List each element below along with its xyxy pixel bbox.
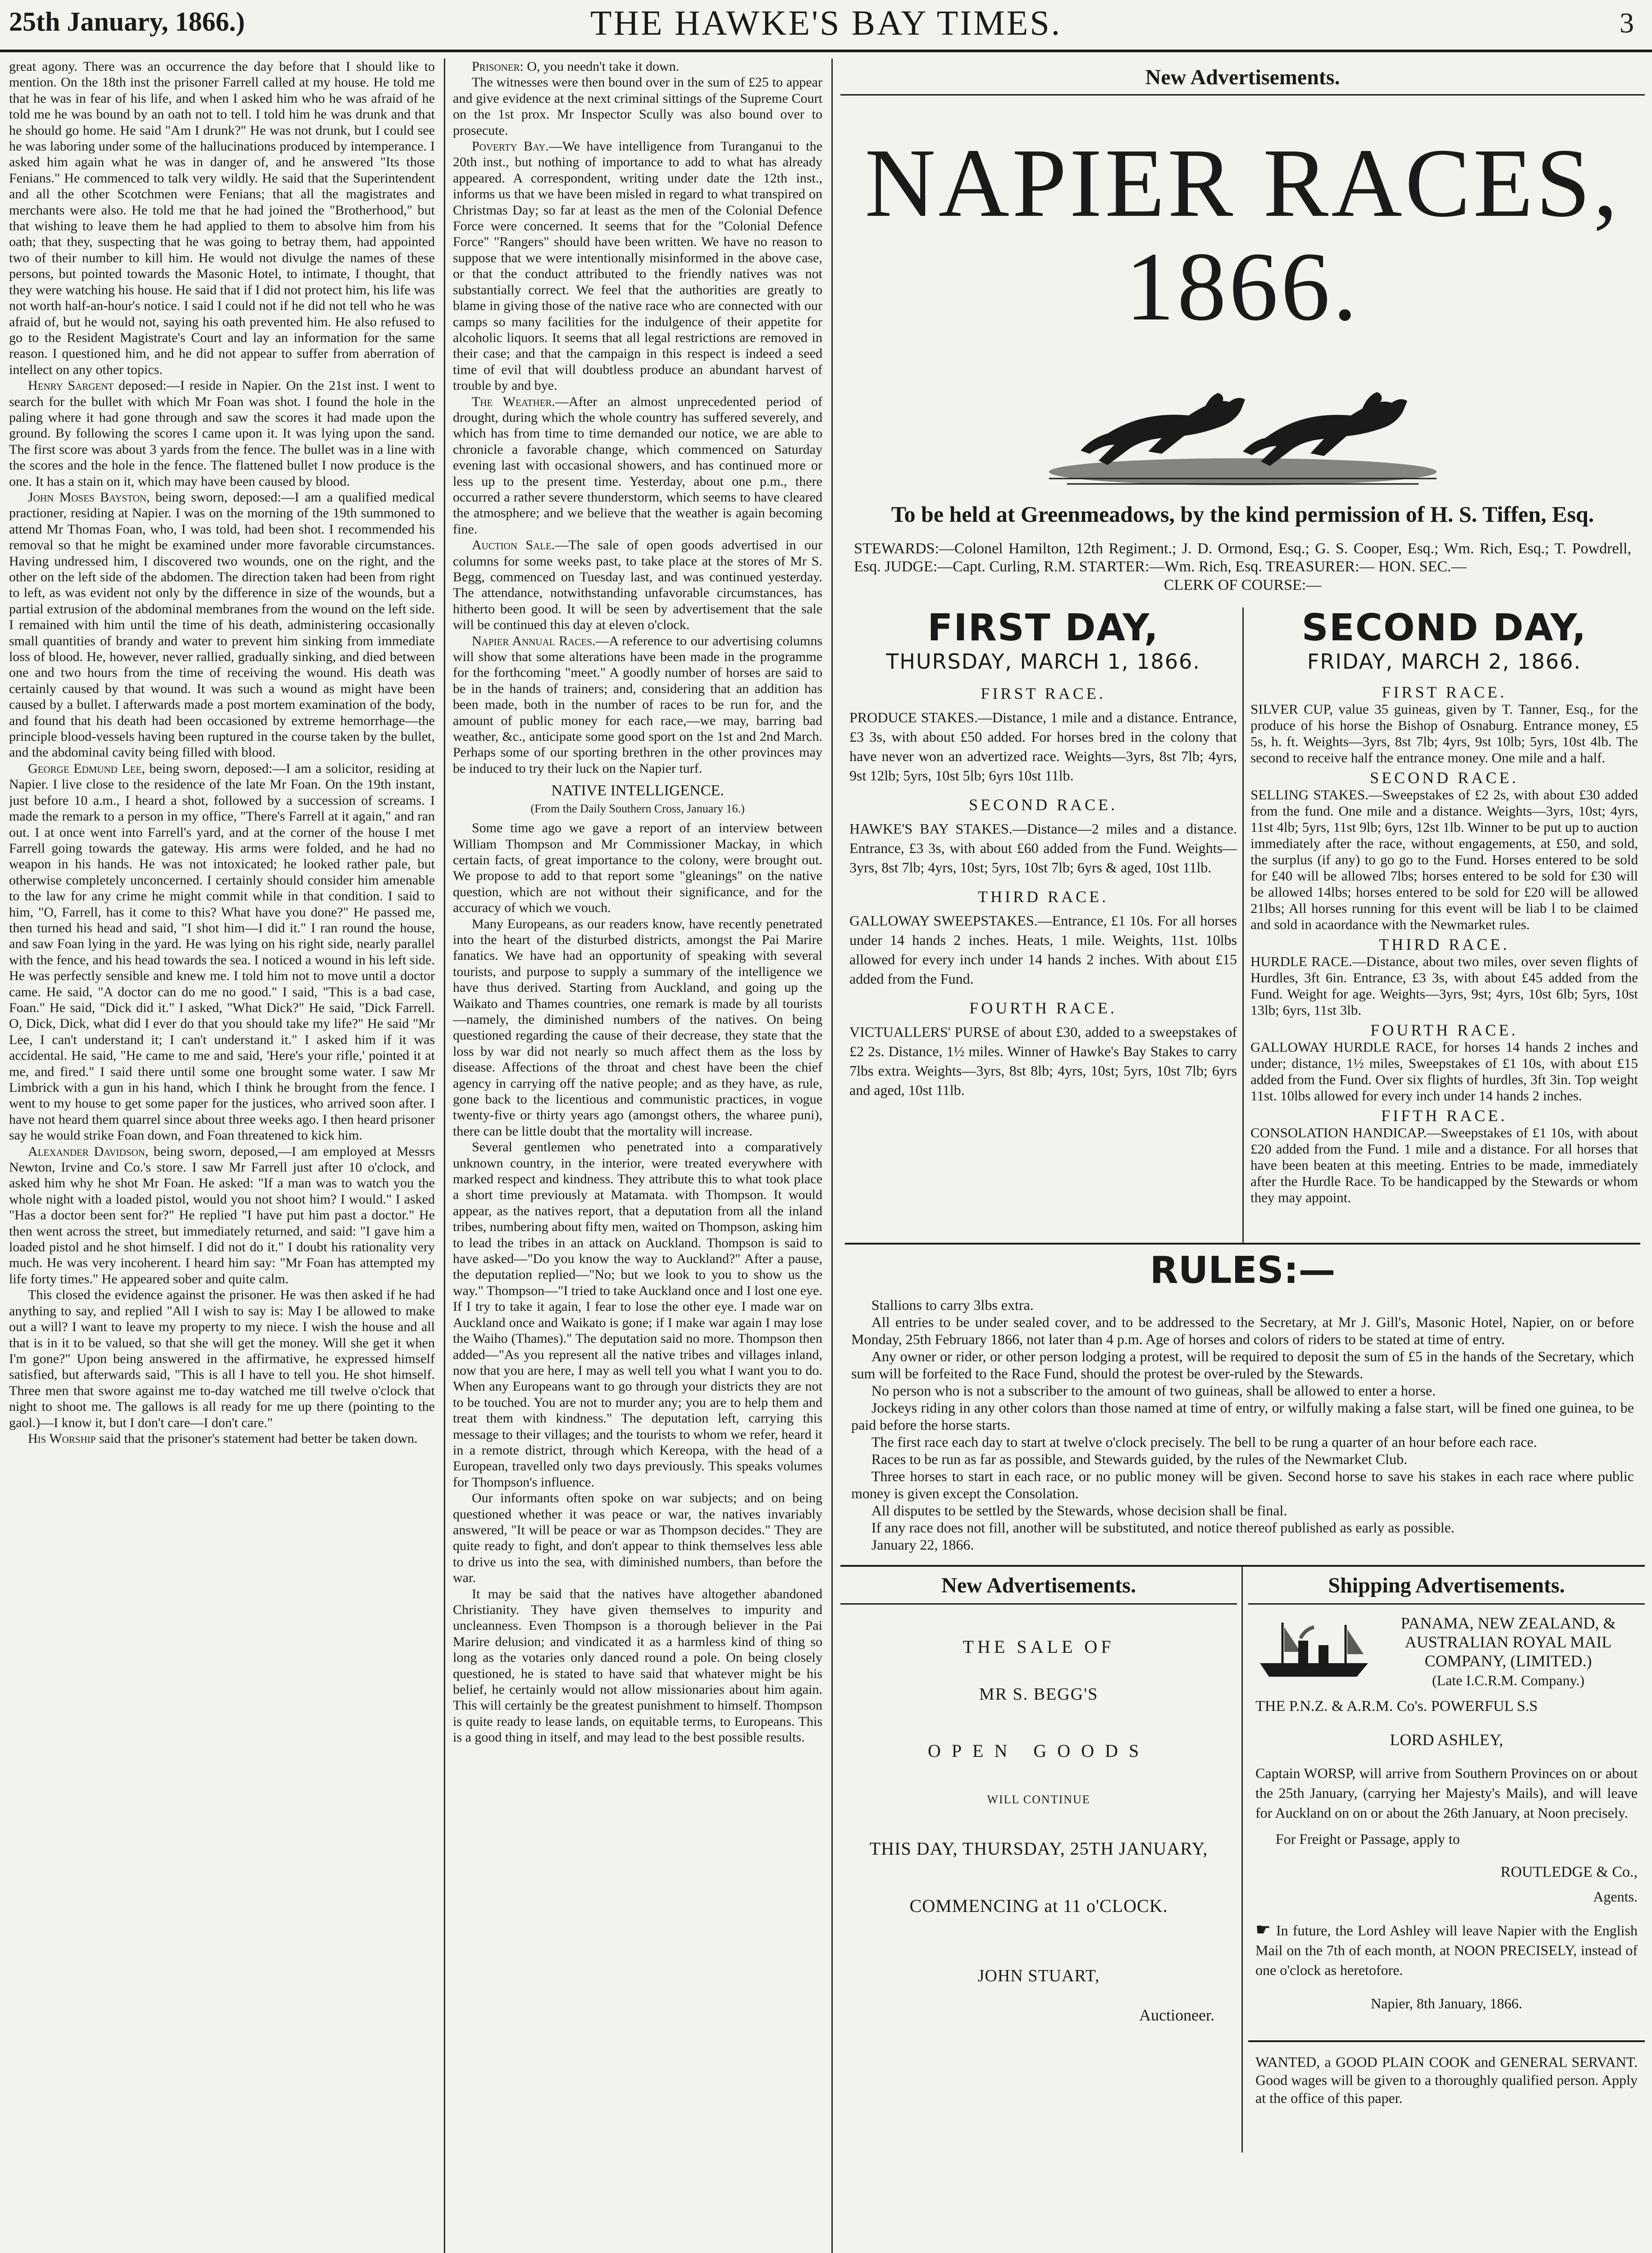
column-rule bbox=[444, 59, 445, 2253]
witness-name: Henry Sargent bbox=[28, 378, 114, 393]
article-paragraph bbox=[9, 1144, 435, 1287]
day-title: FIRST DAY, bbox=[927, 607, 1159, 649]
race-title: NAPIER RACES, 1866. bbox=[865, 129, 1620, 341]
witness-name: George Edmund Lee bbox=[28, 761, 142, 776]
race-conditions: GALLOWAY SWEEPSTAKES.—Entrance, £1 10s. For all horses under 14 hands 2 inches. Heats, 1 mile. Weights, 11st. 10lbs allowed for every inch under 14 hands 2 inches. With about £15 added from the Fund. bbox=[849, 912, 1237, 987]
rule-item: Races to be run as far as possible, and Stewards guided, by the rules of the Newmarket Club. bbox=[871, 1451, 1407, 1467]
race-name: FIRST RACE. bbox=[1382, 683, 1507, 701]
clerk-of-course: CLERK OF COURSE:— bbox=[1164, 577, 1322, 593]
article-paragraph bbox=[453, 138, 822, 394]
pointing-hand-icon: ☛ bbox=[1255, 1920, 1276, 1939]
race-name: FIRST RACE. bbox=[981, 684, 1106, 702]
article-paragraph bbox=[9, 489, 435, 761]
speaker-name: Prisoner bbox=[472, 59, 520, 74]
day-title: SECOND DAY, bbox=[1301, 607, 1587, 649]
shipping-details: Captain WORSP, will arrive from Southern Provinces on or about the 25th January, (carrying her Majesty's Mails), and will leave for Auckland on on or about the 26th January, at Noon precisely. bbox=[1255, 1765, 1638, 1821]
auctioneer-title: Auctioneer. bbox=[1139, 2006, 1214, 2024]
column-1 bbox=[9, 59, 435, 2253]
article-paragraph bbox=[453, 394, 822, 538]
paragraph-text: —A reference to our advertising columns will show that some alterations have been made in the programme for the forthcoming "meet." A goodly number of horses are said to be in the hands of trainers; and, considering that an addition has been made, both in the number of races to be run for, and the amount of public money for each race,—we may, barring bad weather, &c., anticipate some good sport on the 1st and 2nd March. Perhaps some of our sporting brethren in the other provinces may be induced to try their luck on the Napier turf. bbox=[453, 633, 822, 776]
newspaper-title: THE HAWKE'S BAY TIMES. bbox=[590, 3, 1062, 42]
sale-line: COMMENCING at 11 o'CLOCK. bbox=[909, 1896, 1168, 1916]
sale-advertisement bbox=[840, 1567, 1237, 2153]
race-conditions: SELLING STAKES.—Sweepstakes of £2 2s, with about £30 added from the fund. One mile and a distance. Weights—3yrs, 10st; 4yrs, 11st 4lb; 5yrs, 11st 9lb; 6yrs, 12st 1lb. Winner to be put up to auction immediately after the race, without engagements, at £50, and sold, the surplus (if any) to go go to the Fund. Horses entered to be sold for £40 will be allowed 7lbs; horses entered to be sold for £30 will be allowed 14lbs; horses entered to be sold for £20 will be allowed 21lbs; All horses running for this event will be liab l to be claimed and sold in acaordance with the Newmarket rules. bbox=[1250, 787, 1638, 932]
sale-line: THIS DAY, THURSDAY, 25TH JANUARY, bbox=[869, 1838, 1208, 1859]
shipping-freight: For Freight or Passage, apply to bbox=[1275, 1831, 1460, 1847]
article-paragraph: The witnesses were then bound over in the sum of £25 to appear and give evidence at the next criminal sittings of the Supreme Court on the 1st prox. Mr Inspector Scully was also bound over to prosecute. bbox=[453, 75, 822, 138]
rule-item: If any race does not fill, another will be substituted, and notice thereof published as early as possible. bbox=[871, 1519, 1455, 1536]
item-heading: Poverty Bay. bbox=[472, 139, 549, 154]
column-2 bbox=[453, 59, 822, 2253]
rule-item: All entries to be under sealed cover, and to be addressed to the Secretary, at Mr J. Gill's, Masonic Hotel, Napier, on or before Monday, 25th February 1866, not later than 4 p.m. Age of horses and colors of riders to be stated at time of entry. bbox=[851, 1314, 1634, 1347]
shipping-notice bbox=[1255, 1920, 1638, 1980]
race-conditions: PRODUCE STAKES.—Distance, 1 mile and a distance. Entrance, £3 3s, with about £50 added. For horses bred in the colony that have never won an advertized race. Weights—3yrs, 8st 7lb; 4yrs, 9st 12lb; 5yrs, 10st 5lb; 6yrs 10st 11lb. bbox=[849, 709, 1237, 784]
shipping-company-sub: (Late I.C.R.M. Company.) bbox=[1432, 1672, 1585, 1688]
article-paragraph bbox=[453, 537, 822, 633]
race-conditions: HAWKE'S BAY STAKES.—Distance—2 miles and a distance. Entrance, £3 3s, with about £60 added from the Fund. Weights—3yrs, 8st 7lb; 4yrs, 10st; 5yrs, 10st 7lb; 6yrs & aged, 10st 11lb. bbox=[849, 821, 1237, 876]
item-heading: Auction Sale. bbox=[472, 538, 555, 553]
shipping-company: PANAMA, NEW ZEALAND, & AUSTRALIAN ROYAL MAIL COMPANY, (LIMITED.) bbox=[1401, 1614, 1616, 1670]
race-conditions: VICTUALLERS' PURSE of about £30, added to a sweepstakes of £2 2s. Distance, 1½ miles. Winner of Hawke's Bay Stakes to carry 7lbs extra. Weights—3yrs, 8st 8lb; 4yrs, 10st; 5yrs, 10st 7lb; 6yrs and aged, 10st 11lb. bbox=[849, 1024, 1237, 1098]
steamship-icon bbox=[1255, 1614, 1373, 1681]
race-conditions: HURDLE RACE.—Distance, about two miles, over seven flights of Hurdles, 3ft 6in. Entrance, £3 3s, with about £45 added from the Fund. Weight for age. Weights—3yrs, 9st; 4yrs, 10st 6lb; 5yrs, 10st 13lb; 6yrs, 11st 3lb. bbox=[1250, 953, 1638, 1018]
paragraph-text: : O, you needn't take it down. bbox=[520, 59, 680, 74]
article-paragraph: great agony. There was an occurrence the day before that I should like to mention. On the 18th inst the prisoner Farrell called at my house. He told me that he was in fear of his life, and when I asked him who he was afraid of he told me he was bound by an oath not to tell. I told him he was drunk and that he should go home. He said "Am I drunk?" He was not drunk, but I could see he was laboring under some of the hallucinations produced by intemperance. I asked him again what he was in danger of, and he answered "Its those Fenians." He commenced to talk very wildly. He said that the Superintendent and all the other Scotchmen were Fenians; that all the magistrates and merchants were also. He told me that he had joined the "Brotherhood," but that wishing to leave them he had applied to them to absolve him from his oath; that they, suspecting that he was going to betray them, had appointed two of their number to kill him. He would not divulge the names of these persons, but pointed towards the Masonic Hotel, to intimate, I thought, that they were watching his house. He said that if I did not protect him, his life was not worth half-an-hour's notice. I said I could not if he did not tell who he was afraid of, but he would not, saying his oath prevented him. He also refused to go to the Resident Magistrate's Court and lay an information for the same reason. I questioned him, and he did not appear to suffer from aberration of intellect on any other topics. bbox=[9, 59, 435, 377]
masthead bbox=[0, 0, 1652, 52]
rule-item: No person who is not a subscriber to the amount of two guineas, shall be allowed to enter a horse. bbox=[871, 1382, 1436, 1399]
race-rules bbox=[851, 1296, 1634, 1553]
auctioneer-name: JOHN STUART, bbox=[977, 1966, 1100, 1985]
section-source: (From the Daily Southern Cross, January 16.) bbox=[530, 802, 745, 815]
article-paragraph bbox=[9, 1431, 435, 1446]
race-name: FIFTH RACE. bbox=[1381, 1107, 1508, 1125]
race-venue: To be held at Greenmeadows, by the kind permission of H. S. Tiffen, Esq. bbox=[891, 502, 1594, 527]
race-conditions: CONSOLATION HANDICAP.—Sweepstakes of £1 10s, with about £20 added from the Fund. 1 mile and a distance. For all horses that have been beaten at this meeting. Entries to be made, immediately after the Hurdle Race. To be handicapped by the Stewards or whom they may appoint. bbox=[1250, 1125, 1638, 1205]
paragraph-text: —The sale of open goods advertised in our columns for some weeks past, to take place at the stores of Mr S. Begg, commenced on Tuesday last, and was continued yesterday. The attendance, notwithstanding unfavorable circumstances, has hitherto been good. It will be seen by advertisement that the sale will be continued this day at eleven o'clock. bbox=[453, 538, 822, 633]
column-rule bbox=[831, 59, 833, 2253]
article-paragraph: It may be said that the natives have altogether abandoned Christianity. They have given themselves to impurity and uncleanness. Even Thompson is a thorough believer in the Pai Marire delusion; and vindicated it as a harmless kind of thing so long as the votaries only danced round a pole. On being closely questioned, he is stated to have said that whatever might be his belief, he certainly would not allow missionaries about him again. This will certainly be the greatest punishment to himself. Thompson is quite ready to lease lands, on equitable terms, to Europeans. This is a good thing in itself, and may lead to the best possible results. bbox=[453, 1586, 822, 1745]
stewards-list: STEWARDS:—Colonel Hamilton, 12th Regiment.; J. D. Ormond, Esq.; G. S. Cooper, Esq.; Wm. Rich, Esq.; T. Powdrell, Esq. JUDGE:—Capt. Curling, R.M. STARTER:—Wm. Rich, Esq. TREASURER:— HON. SEC.— bbox=[854, 540, 1631, 575]
item-heading: Napier Annual Races. bbox=[472, 633, 596, 648]
paragraph-text: , being sworn, deposed:—I am a solicitor, residing at Napier. I live close to the residence of the late Mr Foan. On the 19th instant, just before 10 a.m., I heard a shot, followed by a succession of screams. I made the remark to a person in my office, "There's Farrell at it again," and ran out. I at once went into Farrell's yard, and at the corner of the house I met Farrell going towards the gateway. His arms were folded, and he had no weapon in his hands. He was not intoxicated; he looked rather pale, but otherwise completely unconcerned. I certainly should consider him amenable to the law for any crime he might commit while in that condition. I said to him, "O, Farrell, has it come to this? What have you done?" He passed me, then turned his head and said, "I shot him—I did it." I ran round the house, and saw Foan lying in the yard. He was lying on his right side, nearly parallel with the fence, and his head towards the sea. I noticed a wound in his left side. He was perfectly sensible and knew me. I told him not to move until a doctor came. He said, "A doctor can do me no good." I said, "This is a bad case, Foan." He said, "Dick did it." I asked, "What Dick?" He said, "Dick Farrell. O, Dick, Dick, what did I ever do that you should take my life?" He said "Mr Lee, I can't understand it; I can't understand it." I asked him if it was accidental. He said, "He came to me and said, 'Here's your rifle,' pointed it at me, and fired." I said there until some one brought some water. I saw Mr Limbrick with a gun in his hand, which I think he brought from the fence. I went to my house to get some paper for the justices, who arrived soon after. I have not heard them quarrel since about three weeks ago. I then heard prisoner say he would strike Foan down, and Foan threatened to kick him. bbox=[9, 761, 435, 1143]
notice-text: In future, the Lord Ashley will leave Napier with the English Mail on the 7th of each month, at NOON PRECISELY, instead of one o'clock as heretofore. bbox=[1255, 1922, 1638, 1978]
column-rule bbox=[1242, 607, 1244, 1243]
rule-item: All disputes to be settled by the Stewards, whose decision shall be final. bbox=[871, 1502, 1287, 1519]
rules-heading: RULES:— bbox=[845, 1243, 1640, 1292]
sale-line: OPEN GOODS bbox=[927, 1741, 1150, 1761]
race-conditions: SILVER CUP, value 35 guineas, given by T. Tanner, Esq., for the produce of his horse the Bishop of Osnaburg. Entrance money, £5 5s, h. ft. Weights—3yrs, 8st 7lb; 4yrs, 9st 10lb; 5yrs, 10st 4lb. The second to receive half the entrance money. One mile and a half. bbox=[1250, 701, 1638, 766]
race-name: THIRD RACE. bbox=[1379, 935, 1510, 953]
article-paragraph bbox=[9, 761, 435, 1144]
page-number: 3 bbox=[1620, 7, 1634, 39]
rule-item: Any owner or rider, or other person lodging a protest, will be required to deposit the sum of £5 in the hands of the Secretary, which sum will be forfeited to the Race Fund, should the protest be over-ruled by the Stewards. bbox=[851, 1348, 1634, 1382]
lower-advertisements bbox=[840, 1565, 1645, 2153]
paragraph-text: —We have intelligence from Turanganui to the 20th inst., but nothing of importance to add to what has already appeared. A correspondent, writing under date the 12th inst., informs us that we have been misled in regard to what transpired on Christmas Day; so far at least as the men of the Colonial Defence Force were concerned. It seems that for the "Colonial Defence Force" "Rangers" should have been written. We have no reason to suppose that we were intentionally misinformed in the above case, or that the conduct attributed to the friendly natives was not substantially correct. We feel that the authorities are greatly to blame in giving those of the native race who are connected with our camps so many facilities for the indulgence of their appetite for alcoholic liquors. It seems that all legal restrictions are removed in their case; and that the campaign in this respect is indeed a seed time of evil that will doubtless produce an abundant harvest of trouble by and bye. bbox=[453, 139, 822, 393]
rule-item: The first race each day to start at twelve o'clock precisely. The bell to be rung a quarter of an hour before each race. bbox=[871, 1434, 1537, 1450]
wanted-notice: WANTED, a GOOD PLAIN COOK and GENERAL SERVANT. Good wages will be given to a thoroughly qualified person. Apply at the office of this paper. bbox=[1255, 2054, 1638, 2106]
article-paragraph: Many Europeans, as our readers know, have recently penetrated into the heart of the disturbed districts, amongst the Pai Marire fanatics. We have had an opportunity of speaking with several tourists, and purpose to supply a summary of the intelligence we have thus derived. Starting from Auckland, and going up the Waikato and Thames countries, one remark is made by all tourists—namely, the diminished numbers of the natives. On being questioned regarding the cause of their decrease, they state that the loss by war did not nearly so much affect them as the loss by disease. Affections of the throat and chest have been the chief agency in carrying off the native people; and as they have, as rule, gone back to the licentious and communistic practices, in vogue twenty-five or thirty years ago (amongst others, the wharee puni), there can be little doubt that the mortality will increase. bbox=[453, 916, 822, 1139]
rule-item: Three horses to start in each race, or no public money will be given. Second horse to save his stakes in each race where public money is given except the Consolation. bbox=[851, 1468, 1634, 1501]
article-paragraph: Some time ago we gave a report of an interview between William Thompson and Mr Commissioner Mackay, in which certain facts, of great importance to the colony, were brought out. We propose to add to that report some "gleanings" on the native question, which are not without their significance, and for the accuracy of which we vouch. bbox=[453, 821, 822, 916]
section-heading: NATIVE INTELLIGENCE. bbox=[551, 782, 724, 799]
speaker-name: His Worship bbox=[28, 1431, 96, 1446]
shipping-advertisement bbox=[1248, 1567, 1645, 2153]
article-paragraph bbox=[453, 59, 822, 74]
article-paragraph: Several gentlemen who penetrated into a comparatively unknown country, in the interior, were treated everywhere with marked respect and kindness. They attribute this to what took place a short time previously at Matamata. with Thompson. It would appear, as the natives report, that a deputation from all the inland tribes, numbering about fifty men, waited on Thompson, asking him to lead the tribes in an attack on Auckland. Thompson is said to have asked—"Do you know the way to Auckland?" After a pause, the deputation replied—"No; but we look to you to show us the way." Thompson—"I tried to take Auckland once and I lost one eye. If I try to take it again, I fear to lose the other eye. I made war on Auckland once and Waikato is gone; if I make war again I may lose the Waiho (Thames)." The deputation said no more. Thompson then added—"As you represent all the native tribes and villages inland, now that you are here, I may as well tell you what I want you to do. When any Europeans want to go through your districts they are not to be touched. You are not to murder any; you are to help them and treat them with kindness." The deputation left, carrying this message to their villages; and the tourists to whom we refer, heard it in a remote district, through which Kereopa, with the head of a European, travelled only two days previously. This speaks volumes for Thompson's influence. bbox=[453, 1140, 822, 1490]
paragraph-text: deposed:—I reside in Napier. On the 21st inst. I went to search for the bullet with which Mr Foan was shot. I found the hole in the paling where it had gone through and saw the scores it had made upon the ground. By following the scores I came upon it. It was lying upon the sand. The first score was about 3 yards from the fence. The bullet was in a line with the scores and the hole in the fence. The flattened bullet I now produce is the one. It has a stain on it, which may have been caused by blood. bbox=[9, 378, 435, 489]
race-programme bbox=[840, 607, 1645, 1243]
ads-heading: Shipping Advertisements. bbox=[1248, 1567, 1645, 1605]
advertisements bbox=[840, 59, 1645, 2253]
article-paragraph: This closed the evidence against the prisoner. He was then asked if he had anything to say, and replied "All I wish to say is: May I be allowed to make out a will? I want to leave my property to my niece. I wish the house and all that is in it to be valued, so that she will get the money. Will she get it when I'm gone?" Upon being answered in the affirmative, he expressed himself satisfied, but afterwards said, "This is all I have to tell you. He shot himself. Three men that swore against me to-day watched me till twelve o'clock that night to shoot me. The gallows is all ready for me up there (pointing to the gaol.)—I know it, but I don't care—I don't care." bbox=[9, 1287, 435, 1430]
column-rule bbox=[1241, 1567, 1243, 2153]
paragraph-text: —After an almost unprecedented period of drought, during which the whole country has suffered severely, and which has from time to time demanded our notice, we are able to chronicle a favorable change, which commenced on Saturday evening last with occasional showers, and has continued more or less up to the present time. Yesterday, about one p.m., there occurred a rather severe thunderstorm, which seems to have cleared the atmosphere; and we believe that the weather is again becoming fine. bbox=[453, 394, 822, 537]
rule-item: Stallions to carry 3lbs extra. bbox=[871, 1297, 1034, 1313]
ads-heading: New Advertisements. bbox=[840, 59, 1645, 96]
shipping-agents-label: Agents. bbox=[1593, 1888, 1638, 1905]
second-day-programme bbox=[1250, 607, 1638, 1243]
paragraph-text: , being sworn, deposed:—I am a qualified medical practioner, residing at Napier. I was on the morning of the 19th summoned to attend Mr Thomas Foan, who, I was told, had been shot. I recommended his removal so that he might be examined under more favorable circumstances. Having undressed him, I discovered two wounds, one on the right, and the other on the left side of the abdomen. The direction taken had been from right to left, as was evident not only by the difference in size of the wounds, but a partial extrusion of the abdominal membranes from the wound on the left side. I remained with him until the time of his death, administering occasionally small quantities of brandy and water to prevent him sinking from immediate loss of blood. He, however, never rallied, gradually sinking, and died between one and two hours from the time of receiving the wound. His death was certainly caused by that wound. It was such a wound as might have been caused by a bullet. I afterwards made a post mortem examination of the body, and found that his death had been occasioned by extreme hemorrhage—the principle blood-vessels having been ruptured in the course taken by the bullet, and the abdominal cavity being filled with blood. bbox=[9, 489, 435, 760]
shipping-agent: ROUTLEDGE & Co., bbox=[1500, 1864, 1638, 1880]
ship-name: LORD ASHLEY, bbox=[1390, 1731, 1503, 1749]
race-name: THIRD RACE. bbox=[978, 888, 1109, 906]
item-heading: The Weather. bbox=[472, 394, 556, 409]
witness-name: John Moses Bayston bbox=[28, 489, 146, 505]
race-name: SECOND RACE. bbox=[1369, 769, 1519, 787]
shipping-notice-date: Napier, 8th January, 1866. bbox=[1370, 1995, 1523, 2011]
sale-line: MR S. BEGG'S bbox=[979, 1685, 1099, 1704]
paragraph-text: , being sworn, deposed,—I am employed at Messrs Newton, Irvine and Co.'s store. I saw Mr Farrell just after 10 o'clock, and asked him why he shot Mr Foan. He asked: "If a man was to watch you the whole night with a loaded pistol, would you not shoot him? I would." I asked "Has a doctor been sent for?" He replied "I have put him past a doctor." He then went across the street, but immediately returned, and said: "I gave him a loaded pistol and he shot himself. I did not do it." I doubt his rationality very much. He was very incoherent. I heard him say: "Mr Foan has attempted my life forty times." He appeared sober and quite calm. bbox=[9, 1144, 435, 1286]
sale-line: THE SALE OF bbox=[963, 1637, 1115, 1657]
paragraph-text: said that the prisoner's statement had better be taken down. bbox=[96, 1431, 418, 1446]
day-date: FRIDAY, MARCH 2, 1866. bbox=[1307, 649, 1582, 674]
ads-heading: New Advertisements. bbox=[840, 1567, 1237, 1605]
racehorse-illustration bbox=[1040, 343, 1446, 492]
rules-date: January 22, 1866. bbox=[871, 1537, 974, 1553]
article-paragraph: Our informants often spoke on war subjects; and on being questioned whether it was peace or war, the natives invariably answered, "It will be peace or war as Thompson decides." They are quite ready to fight, and don't appear to think themselves less able to drive us into the sea, with diminished numbers, than before the war. bbox=[453, 1491, 822, 1586]
witness-name: Alexander Davidson bbox=[28, 1144, 145, 1159]
race-conditions: GALLOWAY HURDLE RACE, for horses 14 hands 2 inches and under; distance, 1½ miles, Sweepstakes of £1 10s, with about £15 added from the Fund. Over six flights of hurdles, 3ft 3in. Top weight 11st. 10lbs allowed for every inch under 14 hands 2 inches. bbox=[1250, 1039, 1638, 1104]
article-paragraph bbox=[453, 633, 822, 777]
issue-date: 25th January, 1866.) bbox=[9, 7, 245, 36]
sale-line: WILL CONTINUE bbox=[987, 1793, 1091, 1806]
race-name: FOURTH RACE. bbox=[969, 999, 1117, 1017]
shipping-line: THE P.N.Z. & A.R.M. Co's. POWERFUL S.S bbox=[1255, 1698, 1538, 1715]
article-paragraph bbox=[9, 378, 435, 489]
rule-item: Jockeys riding in any other colors than those named at time of entry, or wilfully making a false start, will be fined one guinea, to be paid before the horse starts. bbox=[851, 1400, 1634, 1433]
race-name: FOURTH RACE. bbox=[1370, 1021, 1518, 1039]
race-name: SECOND RACE. bbox=[968, 796, 1118, 814]
day-date: THURSDAY, MARCH 1, 1866. bbox=[886, 649, 1200, 674]
first-day-programme bbox=[849, 607, 1237, 1243]
